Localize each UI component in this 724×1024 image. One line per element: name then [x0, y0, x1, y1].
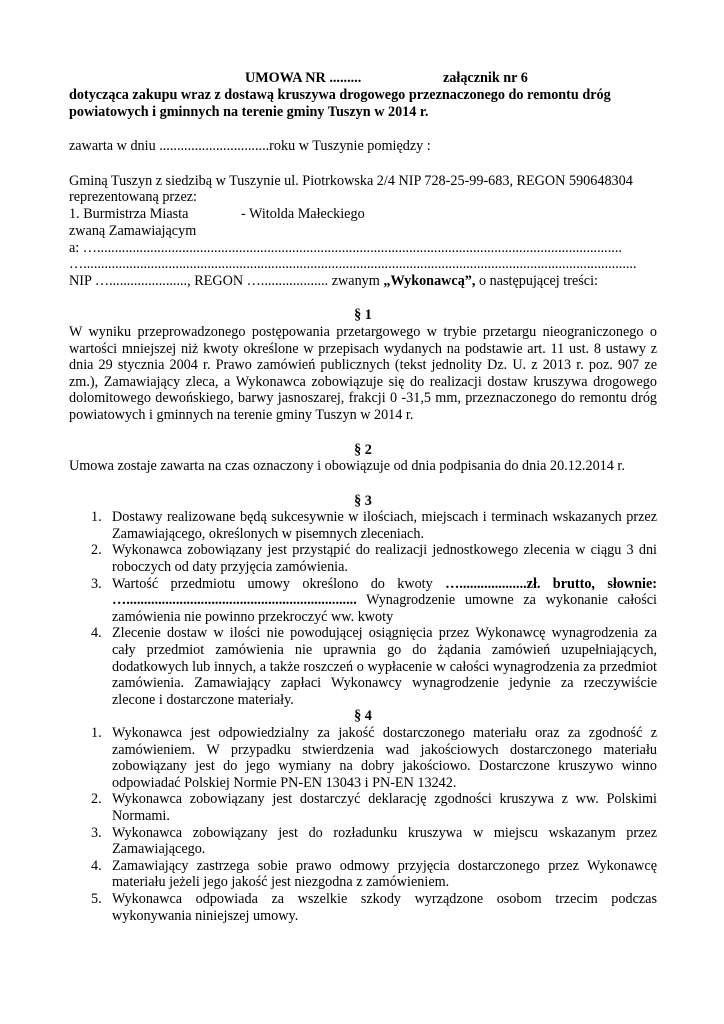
amount-field: …...................zł. brutto, słownie: ….................................................................: [112, 575, 657, 609]
list-text: Wykonawca jest odpowiedzialny za jakość dostarczonego materiału oraz za zgodność z zamówieniem. W przypadku stwierdzenia wad jakościowych dostarczonego materiału zobowiązany jest do jego wymiany na dobry jakościowo. Dostarczone kruszywo winno odpowiadać Polskiej Normie PN-EN 13043 i PN-EN 13242.: [112, 725, 657, 791]
contractor-term: „Wykonawcą”,: [383, 272, 476, 289]
document-title: [69, 70, 657, 87]
contractor-line-a: a: …....................................................................................................................................................: [69, 239, 622, 256]
list-text: Dostawy realizowane będą sukcesywnie w ilościach, miejscach i terminach wskazanych przez Zamawiającego, określonych w pisemnych zleceniach.: [112, 509, 657, 542]
list-item: [69, 542, 657, 575]
document-subtitle: dotycząca zakupu wraz z dostawą kruszywa drogowego przeznaczonego do remontu dróg powiatowych i gminnych na terenie gminy Tuszyn w 2014 r.: [69, 87, 611, 120]
contract-number: UMOWA NR .........: [245, 70, 362, 86]
list-text: Wartość przedmiotu umowy określono do kwoty: [112, 575, 446, 592]
list-text: Wykonawca odpowiada za wszelkie szkody wyrządzone osobom trzecim podczas wykonywania niniejszej umowy.: [112, 890, 657, 924]
list-text: Wykonawca zobowiązany jest do rozładunku kruszywa w miejscu wskazanym przez Zamawiającego.: [112, 824, 657, 858]
attachment-label: załącznik nr 6: [443, 70, 528, 86]
list-number: 2.: [91, 542, 102, 559]
list-item: [69, 725, 657, 791]
list-text-cont: Wynagrodzenie umowne za wykonanie całości zamówienia nie powinno przekroczyć ww. kwoty: [112, 592, 657, 625]
section-1-title: § 1: [354, 307, 372, 324]
contractor-line-dots: …............................................................................................................................................................: [69, 256, 637, 273]
list-text: Zamawiający zastrzega sobie prawo odmowy przyjęcia dostarczonego przez Wykonawcę materiału jeżeli jego jakość jest niezgodna z zamówieniem.: [112, 857, 657, 891]
representative-row: [69, 206, 657, 223]
represented-by: reprezentowaną przez:: [69, 189, 197, 206]
list-number: 1.: [91, 509, 102, 526]
representative-role: 1. Burmistrza Miasta: [69, 205, 189, 222]
list-number: 4.: [91, 857, 102, 874]
following-content: o następującej treści:: [475, 272, 598, 289]
concluded-line: zawarta w dniu ...............................roku w Tuszynie pomiędzy :: [69, 138, 431, 155]
section-4-title: § 4: [354, 708, 372, 725]
representative-name: - Witolda Małeckiego: [241, 205, 365, 222]
list-item: [69, 891, 657, 924]
list-text: Wykonawca zobowiązany jest przystąpić do realizacji jednostkowego zlecenia w ciągu 3 dni roboczych od daty przyjęcia zamówienia.: [112, 542, 657, 576]
list-item: [69, 625, 657, 708]
list-number: 3.: [91, 575, 102, 592]
list-item: [69, 509, 657, 542]
section-4-list: [69, 725, 657, 924]
list-number: 4.: [91, 625, 102, 642]
list-item: [69, 576, 657, 626]
list-item: [69, 858, 657, 891]
list-text: Wykonawca zobowiązany jest dostarczyć deklarację zgodności kruszywa z ww. Polskimi Normami.: [112, 791, 657, 824]
list-item: [69, 825, 657, 858]
list-number: 1.: [91, 725, 102, 741]
contractor-ids: [69, 273, 657, 290]
client-called: zwaną Zamawiającym: [69, 222, 197, 239]
party-client: Gminą Tuszyn z siedzibą w Tuszynie ul. Piotrkowska 2/4 NIP 728-25-99-683, REGON 590648304: [69, 172, 633, 189]
document-page: [69, 70, 657, 924]
section-1-text: W wyniku przeprowadzonego postępowania przetargowego w trybie przetargu nieograniczonego o wartości mniejszej niż kwoty określone w przepisach wydanych na podstawie art. 11 ust. 8 ustawy z dnia 29 stycznia 2004 r. Prawo zamówień publicznych (tekst jednolity Dz. U. z 2013 r. poz. 907 ze zm.), Zamawiający zleca, a Wykonawca zobowiązuje się do realizacji dostaw kruszywa drogowego dolomitowego dewońskiego, barwy jasnoszarej, frakcji 0 -31,5 mm, przeznaczonego do remontu dróg powiatowych i gminnych na terenie gminy Tuszyn w 2014 r.: [69, 323, 657, 423]
list-number: 3.: [91, 824, 102, 841]
list-number: 2.: [91, 791, 102, 808]
list-text: Zlecenie dostaw w ilości nie powodującej osiągnięcia przez Wykonawcę wynagrodzenia za cały przedmiot zamówienia nie uprawnia go do żądania zamówień uzupełniających, dodatkowych lub innych, a także roszczeń o wypłacenie w całości wynagrodzenia za przedmiot zamówienia. Zamawiający zapłaci Wykonawcy wynagrodzenie jedynie za rzeczywiście zlecone i dostarczone materiały.: [112, 625, 657, 708]
nip-regon: NIP …......................, REGON …................... zwanym: [69, 272, 384, 289]
list-item: [69, 791, 657, 824]
list-number: 5.: [91, 890, 102, 907]
section-3-title: § 3: [354, 492, 372, 509]
section-2-text: Umowa zostaje zawarta na czas oznaczony i obowiązuje od dnia podpisania do dnia 20.12.2014 r.: [69, 458, 625, 475]
section-3-list: [69, 509, 657, 708]
section-2-title: § 2: [354, 441, 372, 458]
